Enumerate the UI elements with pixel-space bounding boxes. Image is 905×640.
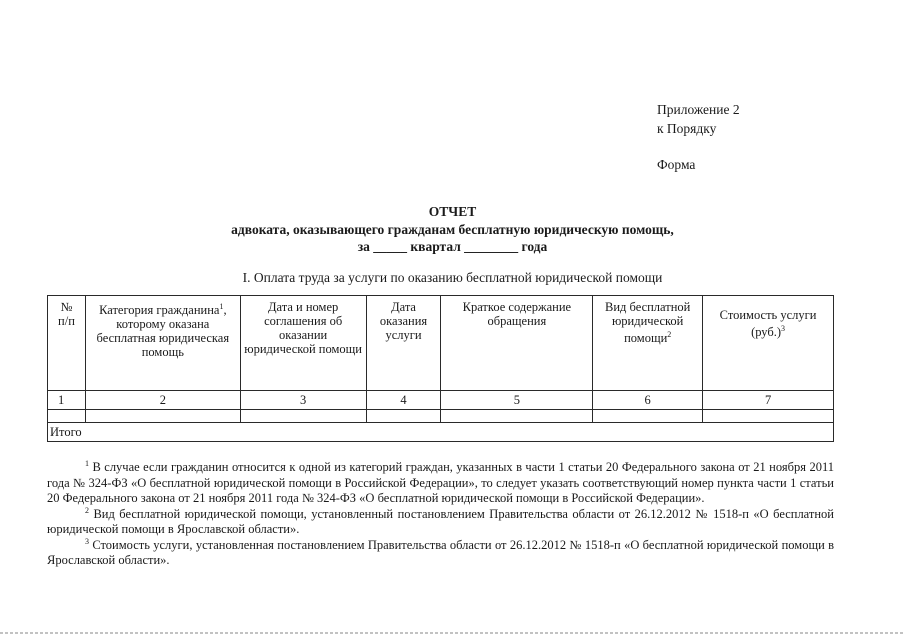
appendix-block <box>657 100 740 174</box>
footnote-text: В случае если гражданин относится к одной из категорий граждан, указанных в части 1 статьи 20 Федерального закона от 21 ноября 2011 года № 324-ФЗ «О бесплатной юридической помощи в Российской Федерации», то следует указать соответствующий номер пункта части 1 статьи 20 Федерального закона от 21 ноября 2011 года № 324-ФЗ «О бесплатной юридической помощи в Российской Федерации». <box>47 460 834 505</box>
report-period: за _____ квартал ________ года <box>357 239 548 254</box>
header-kind <box>593 296 703 391</box>
footnote-text: Стоимость услуги, установленная постановлением Правительства области от 26.12.2012 № 1518-п «О бесплатной юридической помощи в Ярославской области». <box>47 537 834 567</box>
table-cell <box>48 410 86 423</box>
table-cell <box>441 410 593 423</box>
footnote-1 <box>47 460 834 507</box>
footnote-text: Вид бесплатной юридической помощи, установленный постановлением Правительства области от 26.12.2012 № 1518-п «О бесплатной юридической помощи в Ярославской области». <box>47 506 834 536</box>
total-label: Итого <box>48 423 834 442</box>
column-number: 4 <box>366 391 441 410</box>
table-cell <box>240 410 366 423</box>
scan-edge-divider <box>0 632 905 634</box>
header-date: Дата оказания услуги <box>366 296 441 391</box>
header-category <box>85 296 240 391</box>
footnote-ref-3: 3 <box>781 324 786 333</box>
footnote-2 <box>47 507 834 538</box>
header-category-text: Категория гражданина <box>99 303 220 318</box>
header-cost-text: Стоимость услуги (руб.) <box>719 308 817 340</box>
table-cell <box>593 410 703 423</box>
column-number: 1 <box>48 391 86 410</box>
appendix-reference: к Порядку <box>657 121 717 136</box>
report-subtitle: адвоката, оказывающего гражданам бесплатную юридическую помощь, <box>231 222 674 237</box>
header-category-rest: , которому оказана бесплатная юридическая помощь <box>96 303 230 360</box>
appendix-line: Приложение 2 <box>657 102 740 117</box>
table-cell <box>366 410 441 423</box>
header-summary: Краткое содержание обращения <box>441 296 593 391</box>
footnote-mark: 2 <box>85 505 89 515</box>
table-header-row <box>48 296 834 391</box>
column-number: 2 <box>85 391 240 410</box>
footnote-3 <box>47 538 834 569</box>
report-title: ОТЧЕТ <box>428 204 477 219</box>
header-agreement: Дата и номер соглашения об оказании юридической помощи <box>240 296 366 391</box>
payment-table <box>47 295 834 442</box>
table-cell <box>85 410 240 423</box>
header-kind-text: Вид бесплатной юридической помощи <box>605 300 691 346</box>
table-row <box>48 410 834 423</box>
table-cell <box>703 410 834 423</box>
footnote-mark: 3 <box>85 536 89 546</box>
total-row <box>48 423 834 442</box>
section-title: I. Оплата труда за услуги по оказанию бесплатной юридической помощи <box>242 270 663 285</box>
column-number: 6 <box>593 391 703 410</box>
header-number-pp: п/п <box>58 314 75 328</box>
footnotes <box>47 460 834 569</box>
column-number: 7 <box>703 391 834 410</box>
footnote-mark: 1 <box>85 458 89 468</box>
header-number <box>48 296 86 391</box>
column-number-row <box>48 391 834 410</box>
column-number: 5 <box>441 391 593 410</box>
form-label: Форма <box>657 157 696 172</box>
footnote-ref-1: 1 <box>219 302 224 311</box>
header-number-sign: № <box>60 300 73 314</box>
spacer <box>657 138 740 155</box>
footnote-ref-2: 2 <box>667 330 672 339</box>
header-cost <box>703 296 834 391</box>
column-number: 3 <box>240 391 366 410</box>
